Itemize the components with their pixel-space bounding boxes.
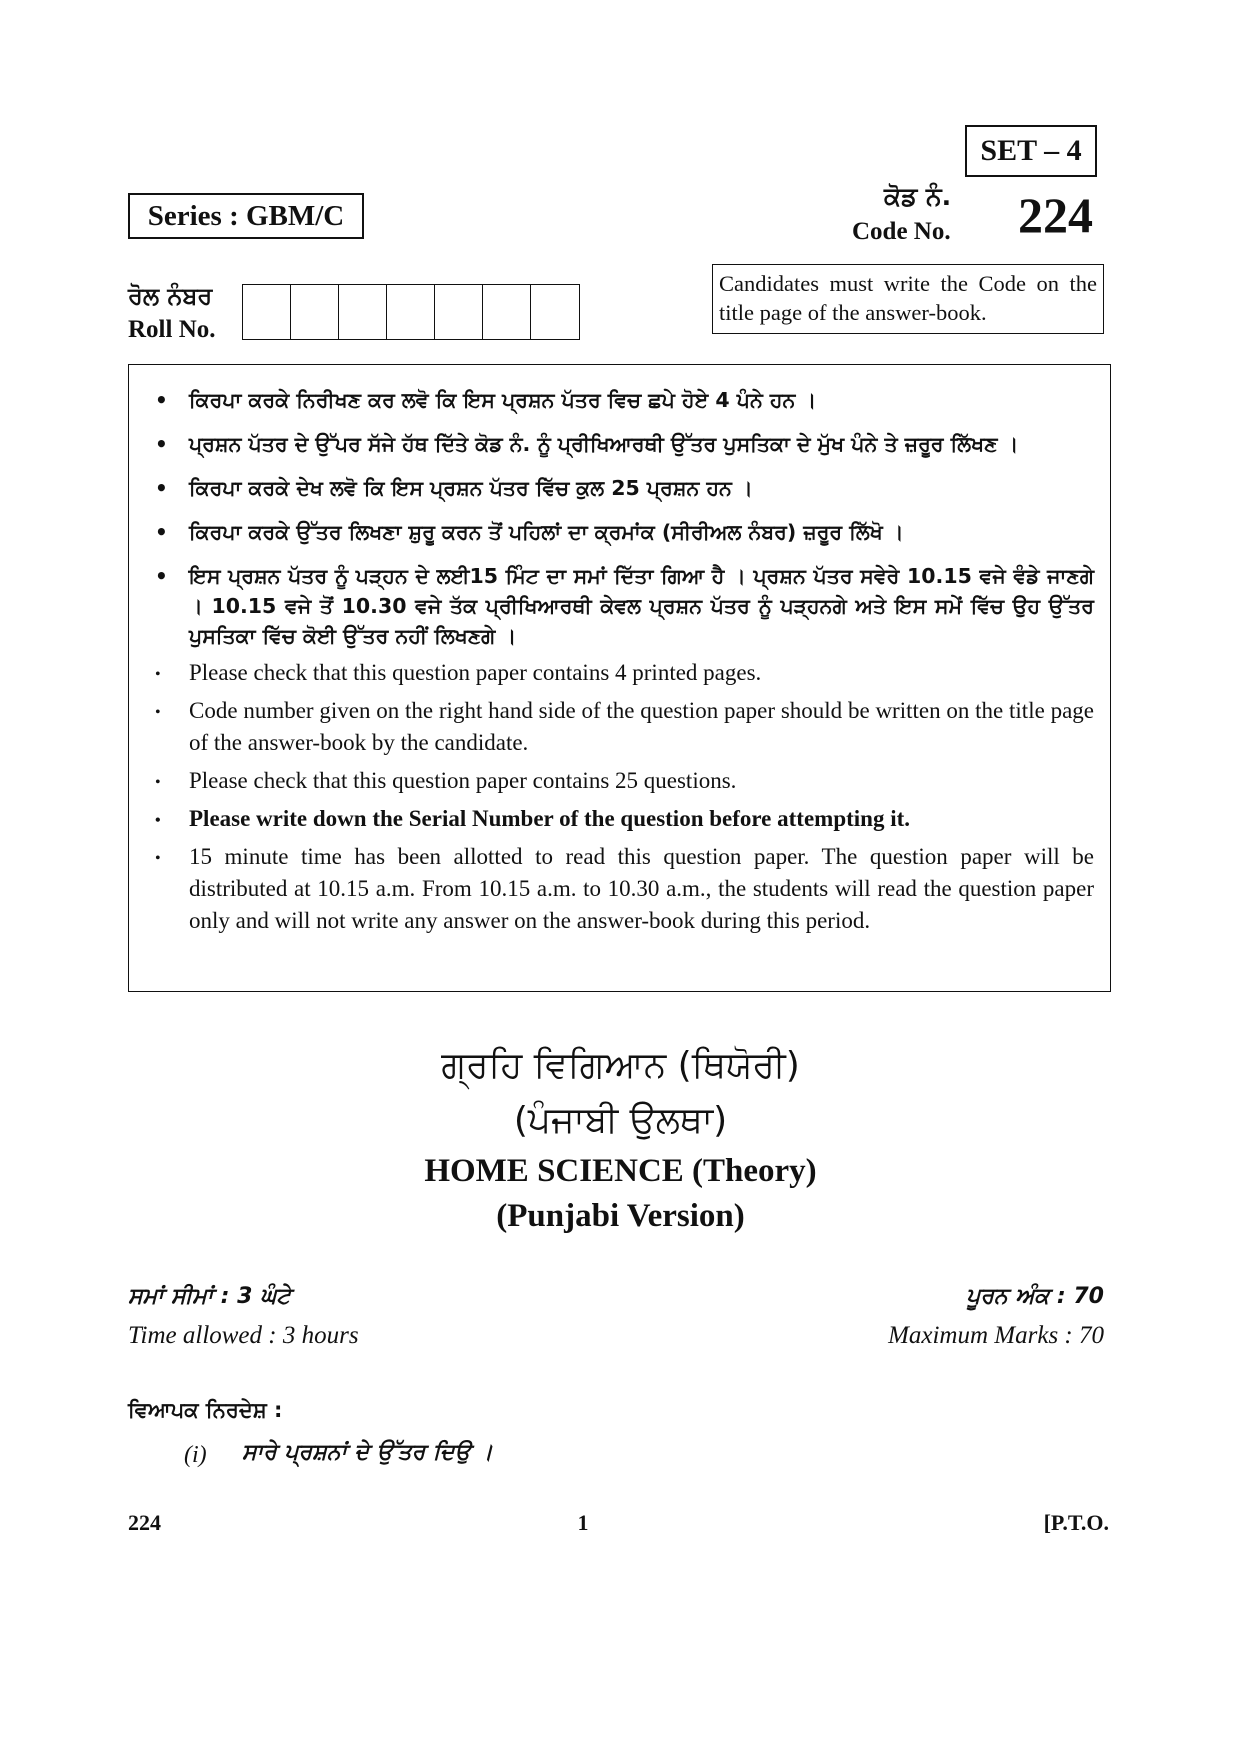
instruction-text: ਸਾਰੇ ਪ੍ਰਸ਼ਨਾਂ ਦੇ ਉੱਤਰ ਦਿਉ । — [242, 1440, 493, 1465]
instruction-punjabi: • ਕਿਰਪਾ ਕਰਕੇ ਦੇਖ ਲਵੋ ਕਿ ਇਸ ਪ੍ਰਸ਼ਨ ਪੱਤਰ ਵਿੱਚ ਕੁਲ 25 ਪ੍ਰਸ਼ਨ ਹਨ । — [129, 473, 1110, 503]
instruction-punjabi: • ਪ੍ਰਸ਼ਨ ਪੱਤਰ ਦੇ ਉੱਪਰ ਸੱਜੇ ਹੱਥ ਦਿੱਤੇ ਕੋਡ ਨੰ. ਨੂੰ ਪ੍ਰੀਖਿਆਰਥੀ ਉੱਤਰ ਪੁਸਤਿਕਾ ਦੇ ਮੁੱਖ ਪੰਨੇ ਤੇ ਜ਼ਰੂਰ ਲਿੱਖਣ । — [129, 429, 1110, 459]
code-number: 224 — [1018, 187, 1093, 243]
code-label-english: Code No. — [852, 218, 951, 245]
roll-digit-box[interactable] — [387, 285, 435, 339]
pto-label: [P.T.O. — [1043, 1510, 1109, 1535]
instruction-punjabi: • ਇਸ ਪ੍ਰਸ਼ਨ ਪੱਤਰ ਨੂੰ ਪੜ੍ਹਨ ਦੇ ਲਈ15 ਮਿੰਟ ਦਾ ਸਮਾਂ ਦਿੱਤਾ ਗਿਆ ਹੈ । ਪ੍ਰਸ਼ਨ ਪੱਤਰ ਸਵੇਰੇ 10.15 ਵਜੇ ਵੰਡੇ ਜਾਣਗੇ । 10.15 ਵਜੇ ਤੋਂ 10.30 ਵਜੇ ਤੱਕ ਪ੍ਰੀਖਿਆਰਥੀ ਕੇਵਲ ਪ੍ਰਸ਼ਨ ਪੱਤਰ ਨੂੰ ਪੜ੍ਹਨਗੇ ਅਤੇ ਇਸ ਸਮੇਂ ਵਿੱਚ ਉਹ ਉੱਤਰ ਪੁਸਤਿਕਾ ਵਿੱਚ ਕੋਈ ਉੱਤਰ ਨਹੀਂ ਲਿਖਣਗੇ । — [129, 561, 1110, 651]
code-label-punjabi: ਕੋਡ ਨੰ. — [884, 182, 952, 211]
bullet: • — [155, 666, 161, 683]
page-number: 1 — [577, 1510, 589, 1535]
roll-label-english: Roll No. — [128, 316, 216, 343]
version-title-english: (Punjabi Version) — [496, 1198, 745, 1234]
bullet: • — [155, 704, 161, 721]
time-allowed-punjabi: ਸਮਾਂ ਸੀਮਾਂ : 3 ਘੰਟੇ — [128, 1284, 291, 1309]
instruction-punjabi: • ਕਿਰਪਾ ਕਰਕੇ ਉੱਤਰ ਲਿਖਣਾ ਸ਼ੁਰੂ ਕਰਨ ਤੋਂ ਪਹਿਲਾਂ ਦਾ ਕ੍ਰਮਾਂਕ (ਸੀਰੀਅਲ ਨੰਬਰ) ਜ਼ਰੂਰ ਲਿੱਖੋ । — [129, 517, 1110, 547]
instruction-english: • Please write down the Serial Number of the question before attempting it. — [129, 803, 1110, 835]
instruction-english: • 15 minute time has been allotted to read this question paper. The question paper will be distributed at 10.15 a.m. From 10.15 a.m. to 10.30 a.m., the students will read the question paper only and will not write any answer on the answer-book during this period. — [155, 844, 1094, 933]
instruction-english: • Please check that this question paper contains 25 questions. — [129, 765, 1110, 797]
bullet: • — [155, 388, 168, 412]
bullet: • — [155, 774, 161, 791]
bullet: • — [155, 850, 161, 867]
subject-title-punjabi: ਗ੍ਰਹਿ ਵਿਗਿਆਨ (ਥਿਯੋਰੀ) — [441, 1045, 800, 1086]
max-marks-english: Maximum Marks : 70 — [888, 1322, 1104, 1349]
version-title-punjabi: (ਪੰਜਾਬੀ ਉਲਥਾ) — [513, 1100, 728, 1141]
footer-code: 224 — [128, 1510, 161, 1535]
instruction-english: • Code number given on the right hand side of the question paper should be written on the title page of the answer-book by the candidate. — [155, 698, 1094, 755]
series-label: Series : GBM/C — [128, 193, 364, 239]
bullet: • — [155, 476, 168, 500]
roll-label-punjabi: ਰੋਲ ਨੰਬਰ — [128, 282, 213, 310]
bullet: • — [155, 520, 168, 544]
roll-digit-box[interactable] — [291, 285, 339, 339]
roll-digit-box[interactable] — [531, 285, 579, 339]
roll-digit-box[interactable] — [339, 285, 387, 339]
roll-digit-box[interactable] — [435, 285, 483, 339]
bullet: • — [155, 432, 168, 456]
subject-title-english: HOME SCIENCE (Theory) — [424, 1153, 817, 1189]
max-marks-punjabi: ਪੂਰਨ ਅੰਕ : 70 — [966, 1284, 1104, 1309]
set-label: SET – 4 — [965, 125, 1097, 177]
bullet: • — [155, 564, 168, 588]
instruction-marker: (i) — [184, 1442, 207, 1468]
roll-number-boxes[interactable] — [242, 284, 580, 340]
bullet: • — [155, 812, 161, 829]
roll-digit-box[interactable] — [483, 285, 531, 339]
roll-digit-box[interactable] — [243, 285, 291, 339]
instructions-list — [129, 385, 1110, 943]
instructions-box — [128, 364, 1111, 992]
candidates-note: Candidates must write the Code on the title page of the answer-book. — [712, 264, 1104, 334]
instruction-punjabi: • ਕਿਰਪਾ ਕਰਕੇ ਨਿਰੀਖਣ ਕਰ ਲਵੋ ਕਿ ਇਸ ਪ੍ਰਸ਼ਨ ਪੱਤਰ ਵਿਚ ਛਪੇ ਹੋਏ 4 ਪੰਨੇ ਹਨ । — [129, 385, 1110, 415]
time-allowed-english: Time allowed : 3 hours — [128, 1322, 359, 1349]
instruction-english: • Please check that this question paper contains 4 printed pages. — [129, 657, 1110, 689]
general-instructions-heading: ਵਿਆਪਕ ਨਿਰਦੇਸ਼ : — [128, 1398, 283, 1422]
